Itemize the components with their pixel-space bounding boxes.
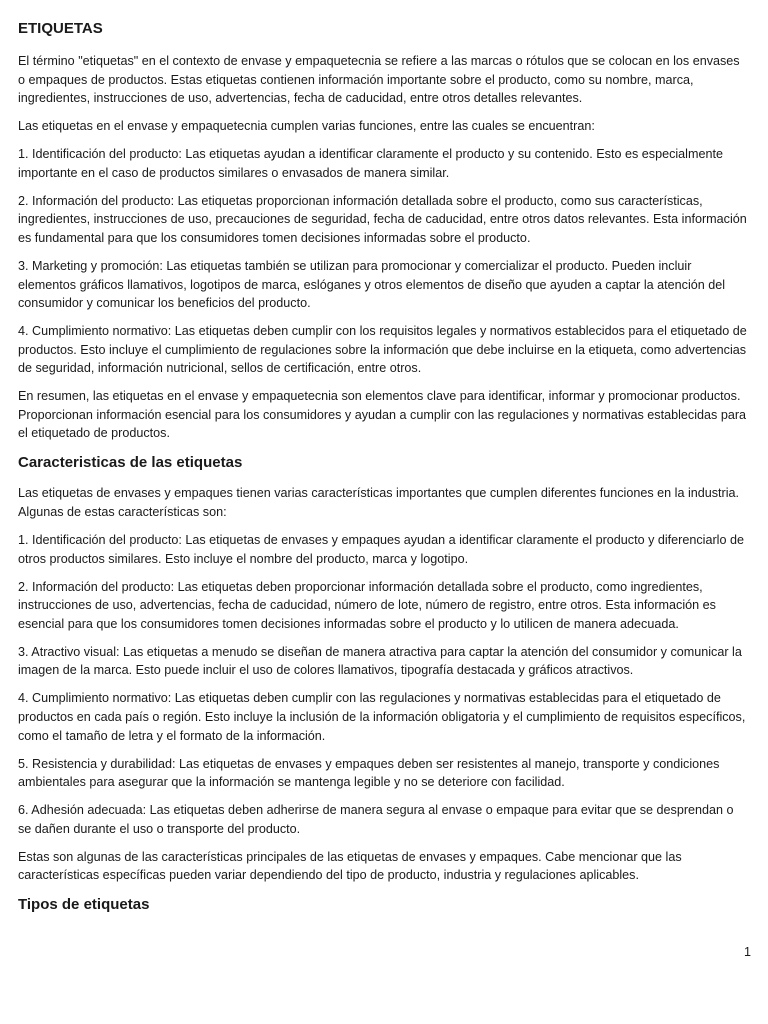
intro-list-item: 2. Información del producto: Las etiquetas proporcionan información detallada sobre el producto, como sus características, ingredientes, instrucciones de uso, precauciones de seguridad, fecha de caducidad, entre otros datos relevantes. Esta información es fundamental para que los consumidores tomen decisiones informadas sobre el producto. <box>18 193 747 245</box>
characteristics-list-item: 5. Resistencia y durabilidad: Las etiquetas de envases y empaques deben ser resistentes al manejo, transporte y condiciones ambientales para asegurar que la información se mantenga legible y no se deteriore con facilidad. <box>18 756 720 790</box>
page-number: 1 <box>743 945 751 959</box>
characteristics-paragraph: Las etiquetas de envases y empaques tienen varias características importantes que cumplen diferentes funciones en la industria. Algunas de estas características son: <box>18 486 740 520</box>
characteristics-list-item: 6. Adhesión adecuada: Las etiquetas deben adherirse de manera segura al envase o empaque para evitar que se desprendan o se dañen durante el uso o transporte del producto. <box>18 803 734 836</box>
intro-paragraph: Las etiquetas en el envase y empaquetecnia cumplen varias funciones, entre las cuales se encuentran: <box>18 119 595 134</box>
section-heading-characteristics: Caracteristicas de las etiquetas <box>18 454 243 472</box>
characteristics-summary-paragraph: Estas son algunas de las características principales de las etiquetas de envases y empaques. Cabe mencionar que las características específicas pueden variar dependiendo del tipo de producto, industria y regulaciones aplicables. <box>18 849 682 883</box>
characteristics-list-item: 3. Atractivo visual: Las etiquetas a menudo se diseñan de manera atractiva para captar la atención del consumidor y comunicar la imagen de la marca. Esto puede incluir el uso de colores llamativos, tipografía destacada y gráficos atractivos. <box>18 644 742 678</box>
characteristics-list-item: 2. Información del producto: Las etiquetas deben proporcionar información detallada sobre el producto, como ingredientes, instrucciones de uso, advertencias, fecha de caducidad, número de lote, número de registro, entre otros. Esta información es esencial para que los consumidores tomen decisiones informadas sobre el producto y lo utilicen de manera adecuada. <box>18 579 716 631</box>
intro-summary-paragraph: En resumen, las etiquetas en el envase y empaquetecnia son elementos clave para identificar, informar y promocionar productos. Proporcionan información esencial para los consumidores y ayudan a cumplir con las regulaciones y normativas establecidas para el etiquetado de productos. <box>18 389 747 441</box>
intro-list-item: 1. Identificación del producto: Las etiquetas ayudan a identificar claramente el producto y su contenido. Esto es especialmente importante en el caso de productos similares o envasados de manera similar. <box>18 147 723 180</box>
characteristics-list-item: 1. Identificación del producto: Las etiquetas de envases y empaques ayudan a identificar claramente el producto y diferenciarlo de otros productos similares. Esto incluye el nombre del producto, marca y logotipo. <box>18 533 744 566</box>
section-heading-types: Tipos de etiquetas <box>18 896 150 914</box>
document-title: ETIQUETAS <box>18 20 103 37</box>
intro-list-item: 4. Cumplimiento normativo: Las etiquetas deben cumplir con los requisitos legales y normativos establecidos para el etiquetado de productos. Esto incluye el cumplimiento de regulaciones sobre la información que debe incluirse en la etiqueta, como advertencias de seguridad, información nutricional, sellos de certificación, entre otros. <box>18 324 747 376</box>
intro-list-item: 3. Marketing y promoción: Las etiquetas también se utilizan para promocionar y comercializar el producto. Pueden incluir elementos gráficos llamativos, logotipos de marca, eslóganes y otros elementos de diseño que ayuden a captar la atención del consumidor y comunicar los beneficios del producto. <box>18 258 726 311</box>
characteristics-list-item: 4. Cumplimiento normativo: Las etiquetas deben cumplir con las regulaciones y normativas establecidas para el etiquetado de productos en cada país o región. Esto incluye la inclusión de la información obligatoria y el cumplimiento de requisitos específicos, como el tamaño de letra y el formato de la información. <box>18 691 746 743</box>
intro-paragraph: El término "etiquetas" en el contexto de envase y empaquetecnia se refiere a las marcas o rótulos que se colocan en los envases o empaques de productos. Estas etiquetas contienen información importante sobre el producto, como su nombre, marca, ingredientes, instrucciones de uso, advertencias, fecha de caducidad, entre otros detalles relevantes. <box>18 54 740 106</box>
